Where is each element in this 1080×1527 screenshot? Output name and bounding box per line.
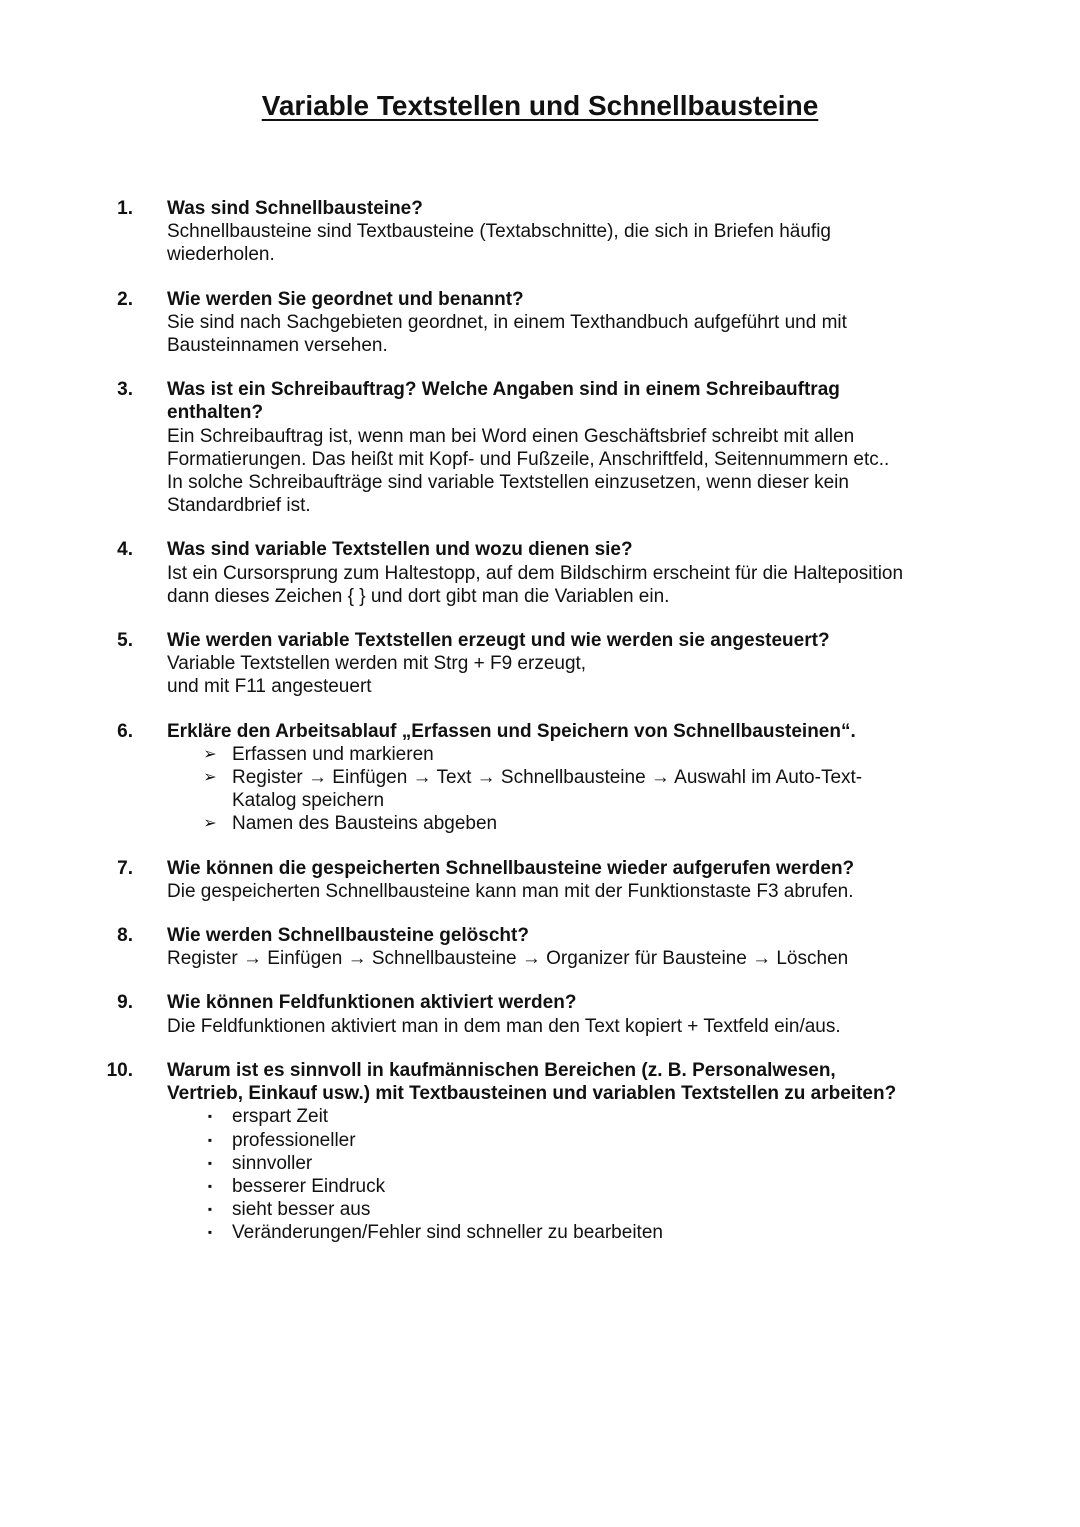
question-text: Wie können die gespeicherten Schnellbausteine wieder aufgerufen werden? (167, 857, 855, 879)
question-number: 2. (117, 288, 133, 310)
bullet-item (207, 1152, 967, 1175)
qa-item-10 (106, 1059, 967, 1245)
question-number: 9. (117, 992, 133, 1014)
arrowhead-bullet-icon: ➢ (203, 769, 217, 787)
question-line: Vertrieb, Einkauf usw.) mit Textbausteinen und variablen Textstellen zu arbeiten? (167, 1083, 897, 1105)
bullet-list (167, 1105, 967, 1244)
bullet-line: sieht besser aus (232, 1199, 371, 1221)
bullet-line: Katalog speichern (232, 790, 385, 812)
bullet-item (207, 1221, 967, 1244)
question-list (0, 197, 1080, 1245)
answer-line: Formatierungen. Das heißt mit Kopf- und Fußzeile, Anschriftfeld, Seitennummern etc.. (167, 448, 890, 470)
bullet-line: sinnvoller (232, 1152, 313, 1174)
question-text: Wie können Feldfunktionen aktiviert werden? (167, 992, 577, 1014)
bullet-line: erspart Zeit (232, 1106, 329, 1128)
square-bullet-icon: ▪ (207, 1225, 213, 1240)
bullet-item (203, 766, 967, 812)
bullet-item (203, 812, 967, 835)
qa-item-1 (117, 197, 967, 267)
square-bullet-icon: ▪ (207, 1109, 213, 1124)
answer-line: Ist ein Cursorsprung zum Haltestopp, auf dem Bildschirm erscheint für die Halteposition (167, 562, 904, 584)
bullet-line: Namen des Bausteins abgeben (232, 813, 498, 835)
bullet-item (207, 1175, 967, 1198)
answer-line: und mit F11 angesteuert (167, 676, 372, 698)
answer-line: Schnellbausteine sind Textbausteine (Textabschnitte), die sich in Briefen häufig (167, 221, 831, 243)
question-text: Erkläre den Arbeitsablauf „Erfassen und Speichern von Schnellbausteinen“. (167, 720, 856, 742)
bullet-item (207, 1105, 967, 1128)
question-text: Was sind Schnellbausteine? (167, 198, 423, 219)
square-bullet-icon: ▪ (207, 1178, 213, 1193)
question-number: 1. (117, 198, 133, 219)
question-number: 4. (117, 539, 133, 561)
answer-line: Bausteinnamen versehen. (167, 335, 388, 357)
qa-item-4 (117, 538, 967, 608)
square-bullet-icon: ▪ (207, 1202, 213, 1217)
question-number: 8. (117, 925, 133, 947)
question-text: Wie werden variable Textstellen erzeugt und wie werden sie angesteuert? (167, 630, 830, 652)
arrowhead-bullet-icon: ➢ (203, 745, 217, 763)
qa-item-3 (117, 378, 967, 517)
qa-item-8 (117, 924, 967, 970)
bullet-line: besserer Eindruck (232, 1175, 386, 1197)
question-text: Wie werden Sie geordnet und benannt? (167, 288, 524, 310)
arrowhead-bullet-icon: ➢ (203, 815, 217, 833)
bullet-line: Veränderungen/Fehler sind schneller zu bearbeiten (232, 1222, 663, 1244)
square-bullet-icon: ▪ (207, 1155, 213, 1170)
answer-line: Variable Textstellen werden mit Strg + F9 erzeugt, (167, 653, 587, 675)
question-number: 7. (117, 857, 133, 879)
answer-line: Register → Einfügen → Schnellbausteine → Organizer für Bausteine → Löschen (167, 948, 849, 970)
question-line: enthalten? (167, 402, 264, 424)
question-number: 10. (106, 1059, 133, 1081)
question-line: Warum ist es sinnvoll in kaufmännischen Bereichen (z. B. Personalwesen, (167, 1059, 836, 1081)
question-text: Was sind variable Textstellen und wozu dienen sie? (167, 539, 633, 561)
answer-line: Ein Schreibauftrag ist, wenn man bei Word einen Geschäftsbrief schreibt mit allen (167, 425, 855, 447)
question-number: 6. (117, 720, 133, 742)
qa-item-5 (117, 629, 967, 699)
answer-line: In solche Schreibaufträge sind variable Textstellen einzusetzen, wenn dieser kein (167, 472, 849, 494)
bullet-line: Register → Einfügen → Text → Schnellbausteine → Auswahl im Auto-Text- (232, 767, 863, 789)
qa-item-9 (117, 991, 967, 1037)
qa-item-6 (117, 720, 967, 836)
bullet-item (203, 743, 967, 766)
bullet-item (207, 1198, 967, 1221)
answer-line: wiederholen. (167, 244, 275, 266)
bullet-list (167, 743, 967, 836)
question-line: Was ist ein Schreibauftrag? Welche Angaben sind in einem Schreibauftrag (167, 379, 840, 401)
answer-line: Standardbrief ist. (167, 495, 311, 517)
page-title: Variable Textstellen und Schnellbausteine (261, 90, 819, 121)
question-text: Wie werden Schnellbausteine gelöscht? (167, 925, 529, 947)
question-number: 5. (117, 630, 133, 652)
qa-item-7 (117, 857, 967, 903)
square-bullet-icon: ▪ (207, 1132, 213, 1147)
answer-line: Die Feldfunktionen aktiviert man in dem man den Text kopiert + Textfeld ein/aus. (167, 1015, 841, 1037)
qa-item-2 (117, 288, 967, 358)
answer-line: dann dieses Zeichen { } und dort gibt man die Variablen ein. (167, 585, 670, 607)
question-number: 3. (117, 379, 133, 401)
answer-line: Die gespeicherten Schnellbausteine kann man mit der Funktionstaste F3 abrufen. (167, 880, 854, 902)
bullet-item (207, 1129, 967, 1152)
bullet-line: professioneller (232, 1129, 356, 1151)
answer-line: Sie sind nach Sachgebieten geordnet, in einem Texthandbuch aufgeführt und mit (167, 311, 847, 333)
bullet-line: Erfassen und markieren (232, 743, 434, 765)
